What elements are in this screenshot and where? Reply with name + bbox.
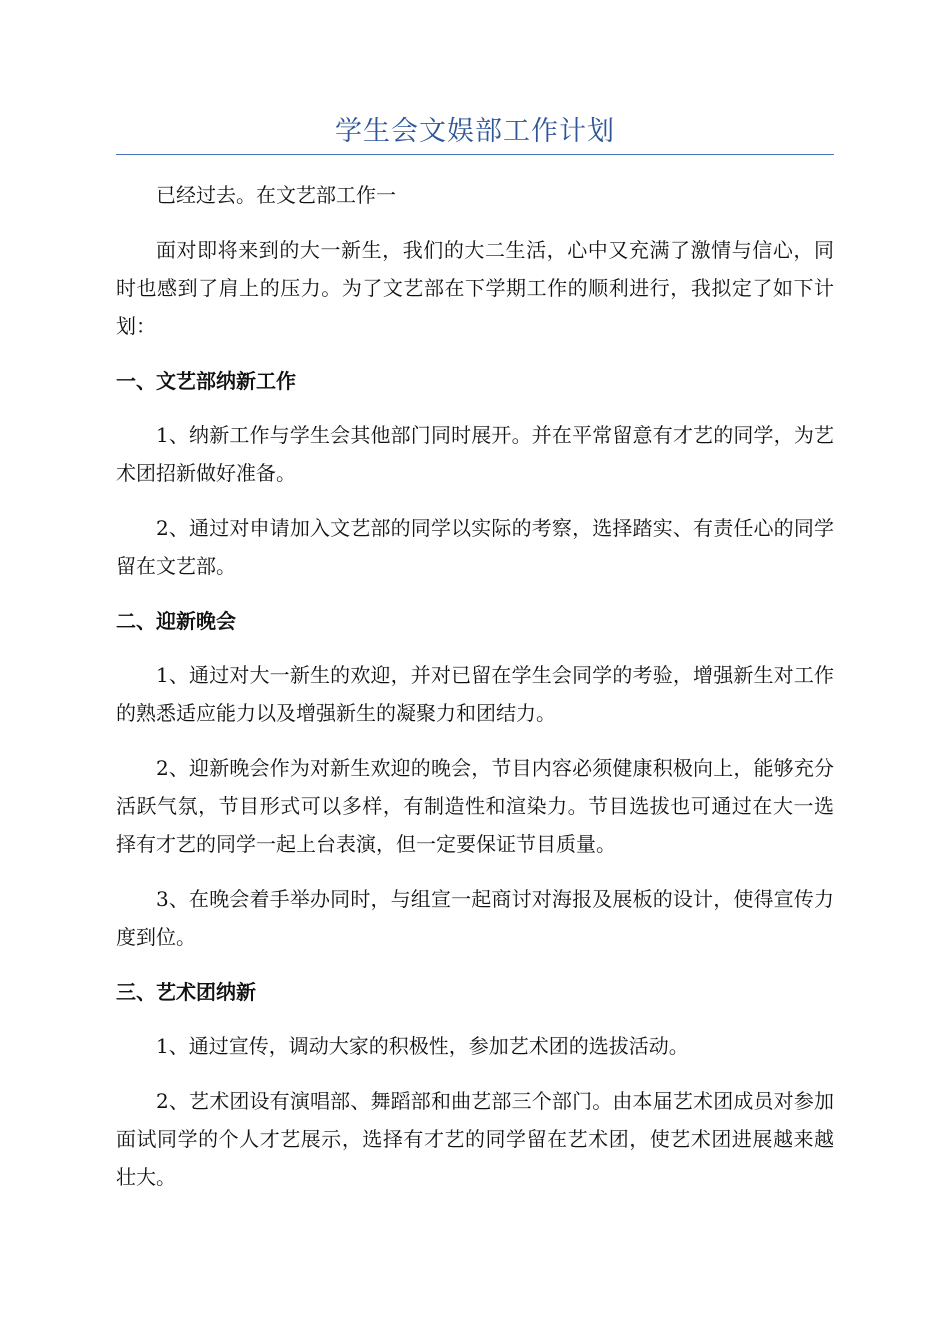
section-paragraph: 2、迎新晚会作为对新生欢迎的晚会，节目内容必须健康积极向上，能够充分活跃气氛，节目形式可以多样，有制造性和渲染力。节目选拔也可通过在大一选择有才艺的同学一起上台表演，但一定要保证节目质量。 <box>116 756 834 856</box>
section-paragraph: 3、在晚会着手举办同时，与组宣一起商讨对海报及展板的设计，使得宣传力度到位。 <box>116 887 834 949</box>
section-paragraph: 1、通过宣传，调动大家的积极性，参加艺术团的选拔活动。 <box>156 1034 689 1058</box>
section-heading: 三、艺术团纳新 <box>116 980 256 1004</box>
section-art-troupe <box>116 973 834 1196</box>
title-underline <box>116 154 834 155</box>
document-body <box>116 176 834 1213</box>
section-recruitment <box>116 362 834 585</box>
section-heading: 二、迎新晚会 <box>116 609 236 633</box>
section-paragraph: 1、通过对大一新生的欢迎，并对已留在学生会同学的考验，增强新生对工作的熟悉适应能力以及增强新生的凝聚力和团结力。 <box>116 663 834 725</box>
section-paragraph: 2、通过对申请加入文艺部的同学以实际的考察，选择踏实、有责任心的同学留在文艺部。 <box>116 516 834 578</box>
section-heading: 一、文艺部纳新工作 <box>116 369 296 393</box>
document-title: 学生会文娱部工作计划 <box>335 116 615 147</box>
section-paragraph: 2、艺术团设有演唱部、舞蹈部和曲艺部三个部门。由本届艺术团成员对参加面试同学的个人才艺展示，选择有才艺的同学留在艺术团，使艺术团进展越来越壮大。 <box>116 1089 834 1189</box>
section-paragraph: 1、纳新工作与学生会其他部门同时展开。并在平常留意有才艺的同学，为艺术团招新做好准备。 <box>116 423 834 485</box>
section-welcome-party <box>116 602 834 956</box>
intro-paragraph: 已经过去。在文艺部工作一 <box>156 183 396 207</box>
opening-paragraph: 面对即将来到的大一新生，我们的大二生活，心中又充满了激情与信心，同时也感到了肩上的压力。为了文艺部在下学期工作的顺利进行，我拟定了如下计划： <box>116 238 834 338</box>
